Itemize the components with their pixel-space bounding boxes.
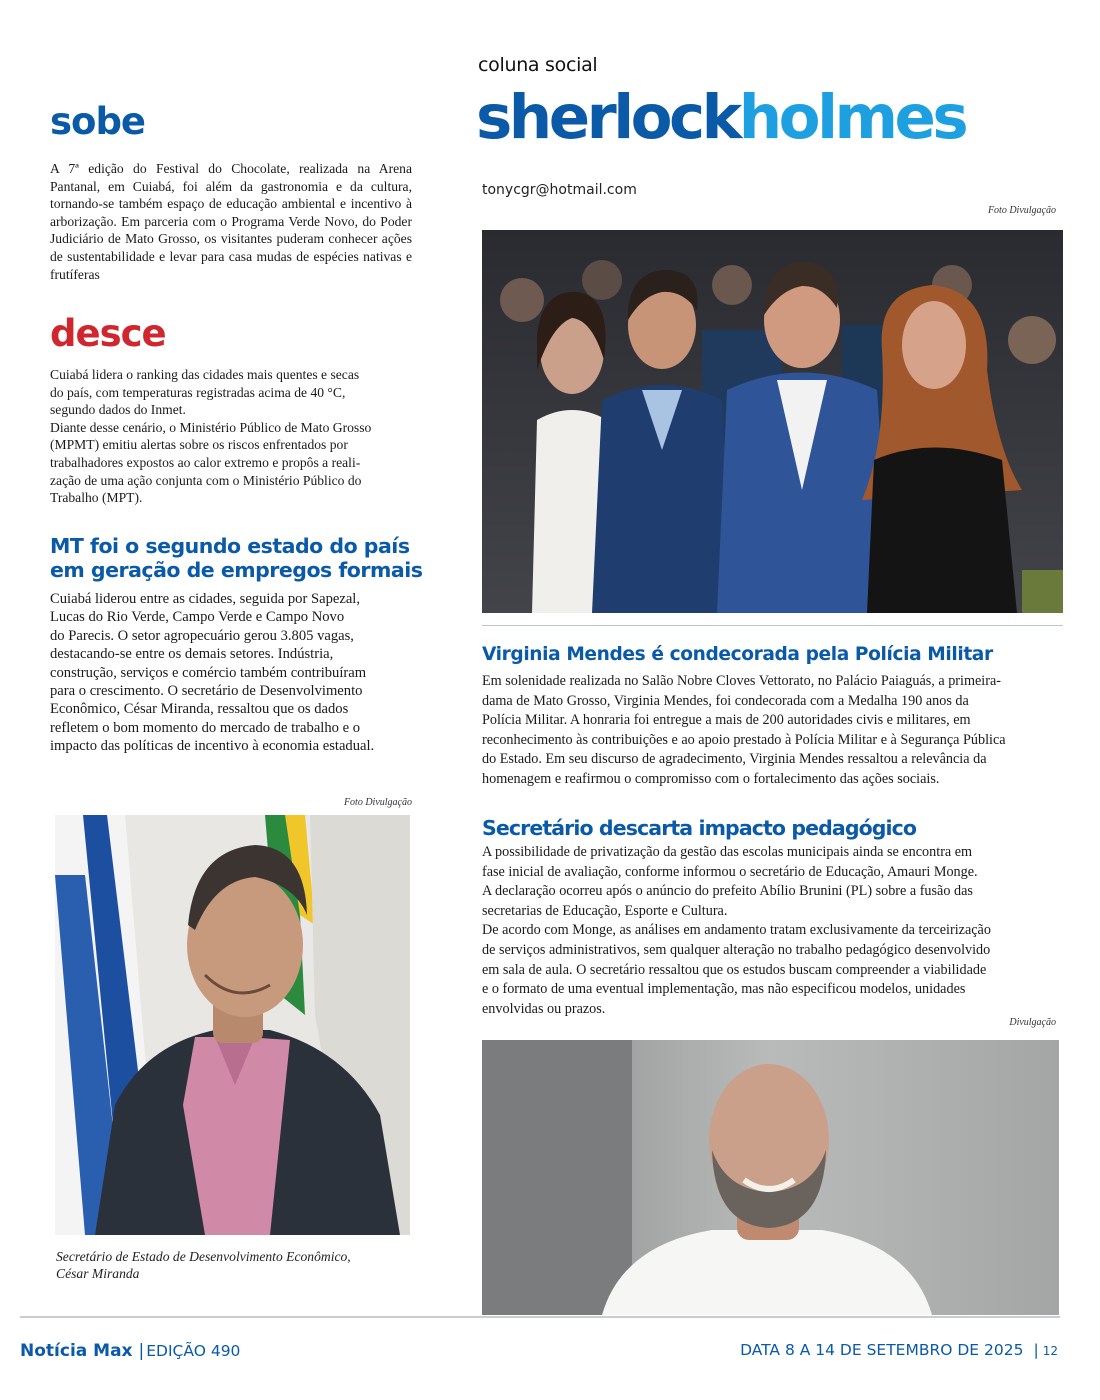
column-label: coluna social <box>478 54 598 76</box>
separator: | <box>1033 1341 1039 1359</box>
text-line: De acordo com Monge, as análises em andamento tratam exclusivamente da terceirização <box>482 922 991 939</box>
text-line: do Parecis. O setor agropecuário gerou 3.805 vagas, <box>50 627 354 644</box>
text-line: Diante desse cenário, o Ministério Público de Mato Grosso <box>50 419 372 435</box>
portrait-illustration <box>55 815 410 1235</box>
photo-credit: Foto Divulgação <box>987 205 1056 216</box>
mt-article-body <box>50 590 420 756</box>
ceremony-illustration <box>482 230 1063 613</box>
photo-cesar-miranda <box>55 815 410 1235</box>
photo-credit: Foto Divulgação <box>343 797 412 808</box>
text-line: construção, serviços e comércio também contribuíram <box>50 664 367 681</box>
text-line: homenagem e reafirmou o compromisso com o fortalecimento das ações sociais. <box>482 770 940 787</box>
text-line: segundo dados do Inmet. <box>50 402 186 418</box>
photo-ceremony <box>482 230 1063 613</box>
text-line: Cuiabá lidera o ranking das cidades mais quentes e secas <box>50 367 360 382</box>
text-line: em sala de aula. O secretário ressaltou que os estudos buscam compreender a viabilidade <box>482 961 987 978</box>
page-number: 12 <box>1042 1344 1058 1358</box>
caption-line: Secretário de Estado de Desenvolvimento Econômico, <box>56 1249 351 1264</box>
sobe-heading: sobe <box>50 100 146 143</box>
footer-publication <box>20 1341 240 1361</box>
author-email[interactable]: tonycgr@hotmail.com <box>482 182 637 198</box>
secretario-article-body <box>482 843 1062 1019</box>
text-line: Cuiabá liderou entre as cidades, seguida por Sapezal, <box>50 591 361 607</box>
brand-part-2: holmes <box>738 82 966 153</box>
text-line: dama de Mato Grosso, Virginia Mendes, foi condecorada com a Medalha 190 anos da <box>482 692 969 709</box>
secretario-article-title: Secretário descarta impacto pedagógico <box>482 816 917 840</box>
footer-divider <box>20 1316 1060 1318</box>
text-line: Econômico, César Miranda, ressaltou que os dados <box>50 701 349 718</box>
desce-paragraph <box>50 366 420 507</box>
text-line: A declaração ocorreu após o anúncio do prefeito Abílio Brunini (PL) sobre a fusão das <box>482 883 973 900</box>
photo-amauri-monge <box>482 1040 1059 1315</box>
photo-caption <box>56 1248 416 1282</box>
text-line: A possibilidade de privatização da gestão das escolas municipais ainda se encontra em <box>482 844 973 860</box>
text-line: envolvidas ou prazos. <box>482 1000 606 1017</box>
text-line: (MPMT) emitiu alertas sobre os riscos enfrentados por <box>50 437 348 453</box>
text-line: impacto das políticas de incentivo à economia estadual. <box>50 738 375 755</box>
footer-date <box>740 1341 1058 1359</box>
text-line: fase inicial de avaliação, conforme informou o secretário de Educação, Amauri Monge. <box>482 863 978 880</box>
portrait-illustration <box>482 1040 1059 1315</box>
text-line: Em solenidade realizada no Salão Nobre Cloves Vettorato, no Palácio Paiaguás, a primeira- <box>482 673 1001 689</box>
title-line: em geração de empregos formais <box>50 558 423 582</box>
sobe-paragraph: A 7ª edição do Festival do Chocolate, realizada na Arena Pantanal, em Cuiabá, foi além da gastronomia e da cultura, tornando-se também espaço de educação ambiental e incentivo à arborização. Em parceria com o Programa Verde Novo, do Poder Judiciário de Mato Grosso, os visitantes puderam conhecer ações de sustentabilidade e levar para casa mudas de espécies nativas e frutíferas <box>50 161 412 282</box>
text-line: Polícia Militar. A honraria foi entregue a mais de 200 autoridades civis e militares, em <box>482 712 971 729</box>
title-line: MT foi o segundo estado do país <box>50 534 410 558</box>
text-line: zação de uma ação conjunta com o Ministério Público do <box>50 472 362 488</box>
text-line: do Estado. Em seu discurso de agradecimento, Virginia Mendes ressaltou a relevância da <box>482 751 987 768</box>
text-line: do país, com temperaturas registradas acima de 40 °C, <box>50 384 346 400</box>
text-line: Trabalho (MPT). <box>50 490 143 506</box>
column-brand-logo <box>476 78 965 158</box>
text-line: Lucas do Rio Verde, Campo Verde e Campo Novo <box>50 609 345 626</box>
edition-number: EDIÇÃO 490 <box>146 1342 241 1360</box>
text-line: trabalhadores expostos ao calor extremo e propôs a reali- <box>50 454 361 470</box>
text-line: e o formato de uma eventual implementação, mas não especificou modelos, unidades <box>482 981 966 998</box>
separator: | <box>138 1341 145 1361</box>
text-line: reconhecimento às contribuições e ao apoio prestado à Polícia Militar e à Segurança Pública <box>482 731 1006 748</box>
desce-heading: desce <box>50 312 166 355</box>
brand-part-1: sherlock <box>476 82 739 153</box>
caption-line: César Miranda <box>56 1266 140 1281</box>
virginia-article-body <box>482 672 1062 790</box>
divider <box>482 625 1063 626</box>
text-line: de serviços administrativos, sem qualquer alteração no trabalho pedagógico desenvolvido <box>482 941 991 958</box>
photo-credit: Divulgação <box>1009 1017 1056 1028</box>
magazine-name: Notícia Max <box>20 1341 133 1361</box>
issue-date: DATA 8 A 14 DE SETEMBRO DE 2025 <box>740 1341 1024 1359</box>
text-line: refletem o bom momento do mercado de trabalho e o <box>50 719 361 736</box>
text-line: destacando-se entre os demais setores. Indústria, <box>50 646 334 663</box>
text-line: para o crescimento. O secretário de Desenvolvimento <box>50 683 363 700</box>
mt-article-title <box>50 534 430 582</box>
text-line: secretarias de Educação, Esporte e Cultura. <box>482 902 728 919</box>
virginia-article-title: Virginia Mendes é condecorada pela Polícia Militar <box>482 644 993 665</box>
